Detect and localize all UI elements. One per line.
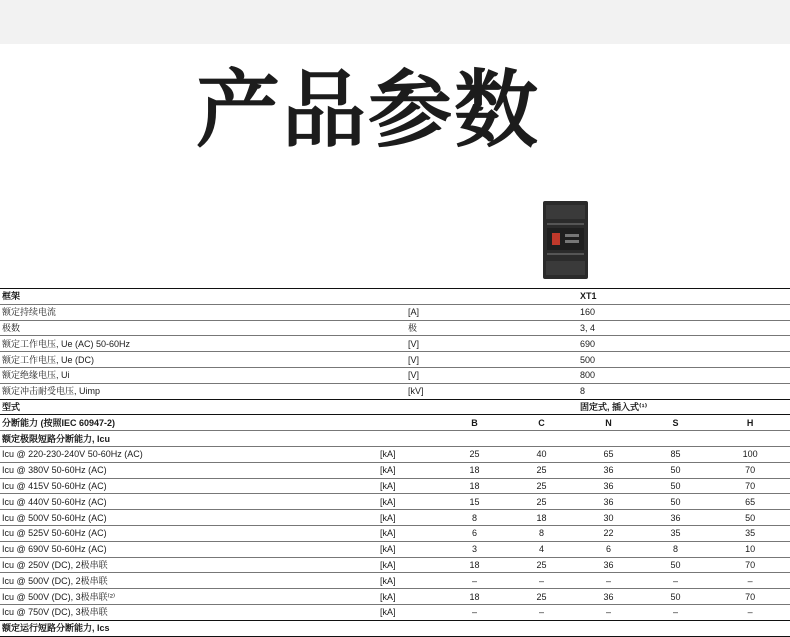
icu-value: 8: [440, 510, 507, 526]
row-value: 固定式, 插入式⁽¹⁾: [468, 399, 790, 415]
icu-value: 25: [507, 478, 574, 494]
icu-value: 36: [641, 510, 708, 526]
icu-row: [0, 446, 790, 462]
row-label: 分断能力 (按照IEC 60947-2): [0, 415, 440, 431]
icu-row: [0, 494, 790, 510]
row-value: 3, 4: [468, 320, 790, 336]
icu-value: 25: [507, 462, 574, 478]
icu-value: 85: [641, 446, 708, 462]
icu-value: 65: [574, 446, 641, 462]
icu-value: 18: [440, 557, 507, 573]
icu-value: 36: [574, 557, 641, 573]
icu-value: 70: [708, 478, 790, 494]
icu-value: –: [708, 573, 790, 589]
row-unit: [406, 289, 468, 305]
row-label: 型式: [0, 399, 406, 415]
row-unit: [kA]: [378, 478, 440, 494]
icu-value: 25: [440, 446, 507, 462]
icu-value: 6: [440, 525, 507, 541]
icu-value: –: [507, 573, 574, 589]
row-label: Icu @ 500V (DC), 2极串联: [0, 573, 378, 589]
spec-row: [0, 289, 790, 305]
top-banner: [0, 0, 790, 44]
version-label: B: [440, 415, 507, 431]
row-label: Icu @ 500V 50-60Hz (AC): [0, 510, 378, 526]
spec-row: [0, 367, 790, 383]
row-label: 额定绝缘电压, Ui: [0, 367, 406, 383]
row-value: 8: [468, 383, 790, 399]
icu-value: 50: [641, 589, 708, 605]
row-unit: [kA]: [378, 525, 440, 541]
row-label: 额定运行短路分断能力, Ics: [0, 620, 790, 636]
version-label: H: [708, 415, 790, 431]
row-unit: [V]: [406, 367, 468, 383]
row-label: Icu @ 250V (DC), 2极串联: [0, 557, 378, 573]
icu-value: 36: [574, 478, 641, 494]
icu-value: 10: [708, 541, 790, 557]
icu-row: [0, 525, 790, 541]
icu-value: –: [507, 604, 574, 620]
version-label: C: [507, 415, 574, 431]
icu-value: 8: [507, 525, 574, 541]
icu-value: 50: [708, 510, 790, 526]
version-label: N: [574, 415, 641, 431]
row-label: 额定极限短路分断能力, Icu: [0, 431, 790, 447]
row-label: Icu @ 380V 50-60Hz (AC): [0, 462, 378, 478]
row-value: 690: [468, 336, 790, 352]
row-label: Icu @ 750V (DC), 3极串联: [0, 604, 378, 620]
icu-row: [0, 541, 790, 557]
icu-value: –: [641, 604, 708, 620]
icu-value: 18: [440, 589, 507, 605]
row-value: 160: [468, 304, 790, 320]
icu-value: 70: [708, 557, 790, 573]
icu-row: [0, 604, 790, 620]
icu-value: 70: [708, 589, 790, 605]
icu-value: 36: [574, 589, 641, 605]
spec-row: [0, 352, 790, 368]
icu-row: [0, 557, 790, 573]
row-label: Icu @ 220-230-240V 50-60Hz (AC): [0, 446, 378, 462]
row-value: XT1: [468, 289, 790, 305]
row-label: Icu @ 690V 50-60Hz (AC): [0, 541, 378, 557]
icu-value: 4: [507, 541, 574, 557]
row-unit: [kA]: [378, 604, 440, 620]
icu-value: 30: [574, 510, 641, 526]
row-unit: [kV]: [406, 383, 468, 399]
row-unit: 极: [406, 320, 468, 336]
row-unit: [kA]: [378, 573, 440, 589]
icu-value: –: [440, 604, 507, 620]
row-unit: [kA]: [378, 494, 440, 510]
icu-value: 100: [708, 446, 790, 462]
icu-title-row: [0, 431, 790, 447]
row-unit: [kA]: [378, 557, 440, 573]
icu-value: 50: [641, 557, 708, 573]
row-unit: [kA]: [378, 541, 440, 557]
icu-value: 50: [641, 494, 708, 510]
spec-row: [0, 383, 790, 399]
row-label: Icu @ 440V 50-60Hz (AC): [0, 494, 378, 510]
row-unit: [V]: [406, 352, 468, 368]
icu-value: 25: [507, 557, 574, 573]
icu-value: 40: [507, 446, 574, 462]
icu-value: –: [440, 573, 507, 589]
icu-value: 36: [574, 462, 641, 478]
row-unit: [kA]: [378, 589, 440, 605]
icu-value: –: [641, 573, 708, 589]
row-label: 框架: [0, 289, 406, 305]
version-label: S: [641, 415, 708, 431]
row-unit: [A]: [406, 304, 468, 320]
icu-value: –: [708, 604, 790, 620]
icu-row: [0, 510, 790, 526]
icu-value: 22: [574, 525, 641, 541]
row-label: Icu @ 525V 50-60Hz (AC): [0, 525, 378, 541]
row-unit: [kA]: [378, 510, 440, 526]
icu-value: 50: [641, 478, 708, 494]
page-title: 产品参数: [196, 61, 541, 159]
row-label: 额定冲击耐受电压, Uimp: [0, 383, 406, 399]
spec-row: [0, 320, 790, 336]
ics-title-row: [0, 620, 790, 636]
breaker-icon: [543, 201, 588, 279]
icu-value: 18: [440, 478, 507, 494]
icu-row: [0, 589, 790, 605]
row-value: 500: [468, 352, 790, 368]
icu-row: [0, 573, 790, 589]
breaking-header-row: [0, 415, 790, 431]
icu-value: 18: [440, 462, 507, 478]
row-unit: [kA]: [378, 462, 440, 478]
row-unit: [406, 399, 468, 415]
icu-value: 6: [574, 541, 641, 557]
row-label: Icu @ 415V 50-60Hz (AC): [0, 478, 378, 494]
icu-value: 25: [507, 494, 574, 510]
spec-row: [0, 304, 790, 320]
icu-value: –: [574, 573, 641, 589]
icu-value: 65: [708, 494, 790, 510]
icu-value: 25: [507, 589, 574, 605]
row-unit: [V]: [406, 336, 468, 352]
icu-row: [0, 462, 790, 478]
row-label: Icu @ 500V (DC), 3极串联⁽²⁾: [0, 589, 378, 605]
icu-value: 50: [641, 462, 708, 478]
icu-value: 35: [708, 525, 790, 541]
spec-row: [0, 336, 790, 352]
icu-value: 70: [708, 462, 790, 478]
row-label: 极数: [0, 320, 406, 336]
icu-value: 36: [574, 494, 641, 510]
row-unit: [kA]: [378, 446, 440, 462]
row-label: 额定持续电流: [0, 304, 406, 320]
spec-table: [0, 288, 790, 637]
icu-value: –: [574, 604, 641, 620]
icu-value: 35: [641, 525, 708, 541]
icu-value: 3: [440, 541, 507, 557]
icu-value: 15: [440, 494, 507, 510]
row-value: 800: [468, 367, 790, 383]
spec-row: [0, 399, 790, 415]
row-label: 额定工作电压, Ue (AC) 50-60Hz: [0, 336, 406, 352]
icu-row: [0, 478, 790, 494]
icu-value: 18: [507, 510, 574, 526]
row-label: 额定工作电压, Ue (DC): [0, 352, 406, 368]
icu-value: 8: [641, 541, 708, 557]
